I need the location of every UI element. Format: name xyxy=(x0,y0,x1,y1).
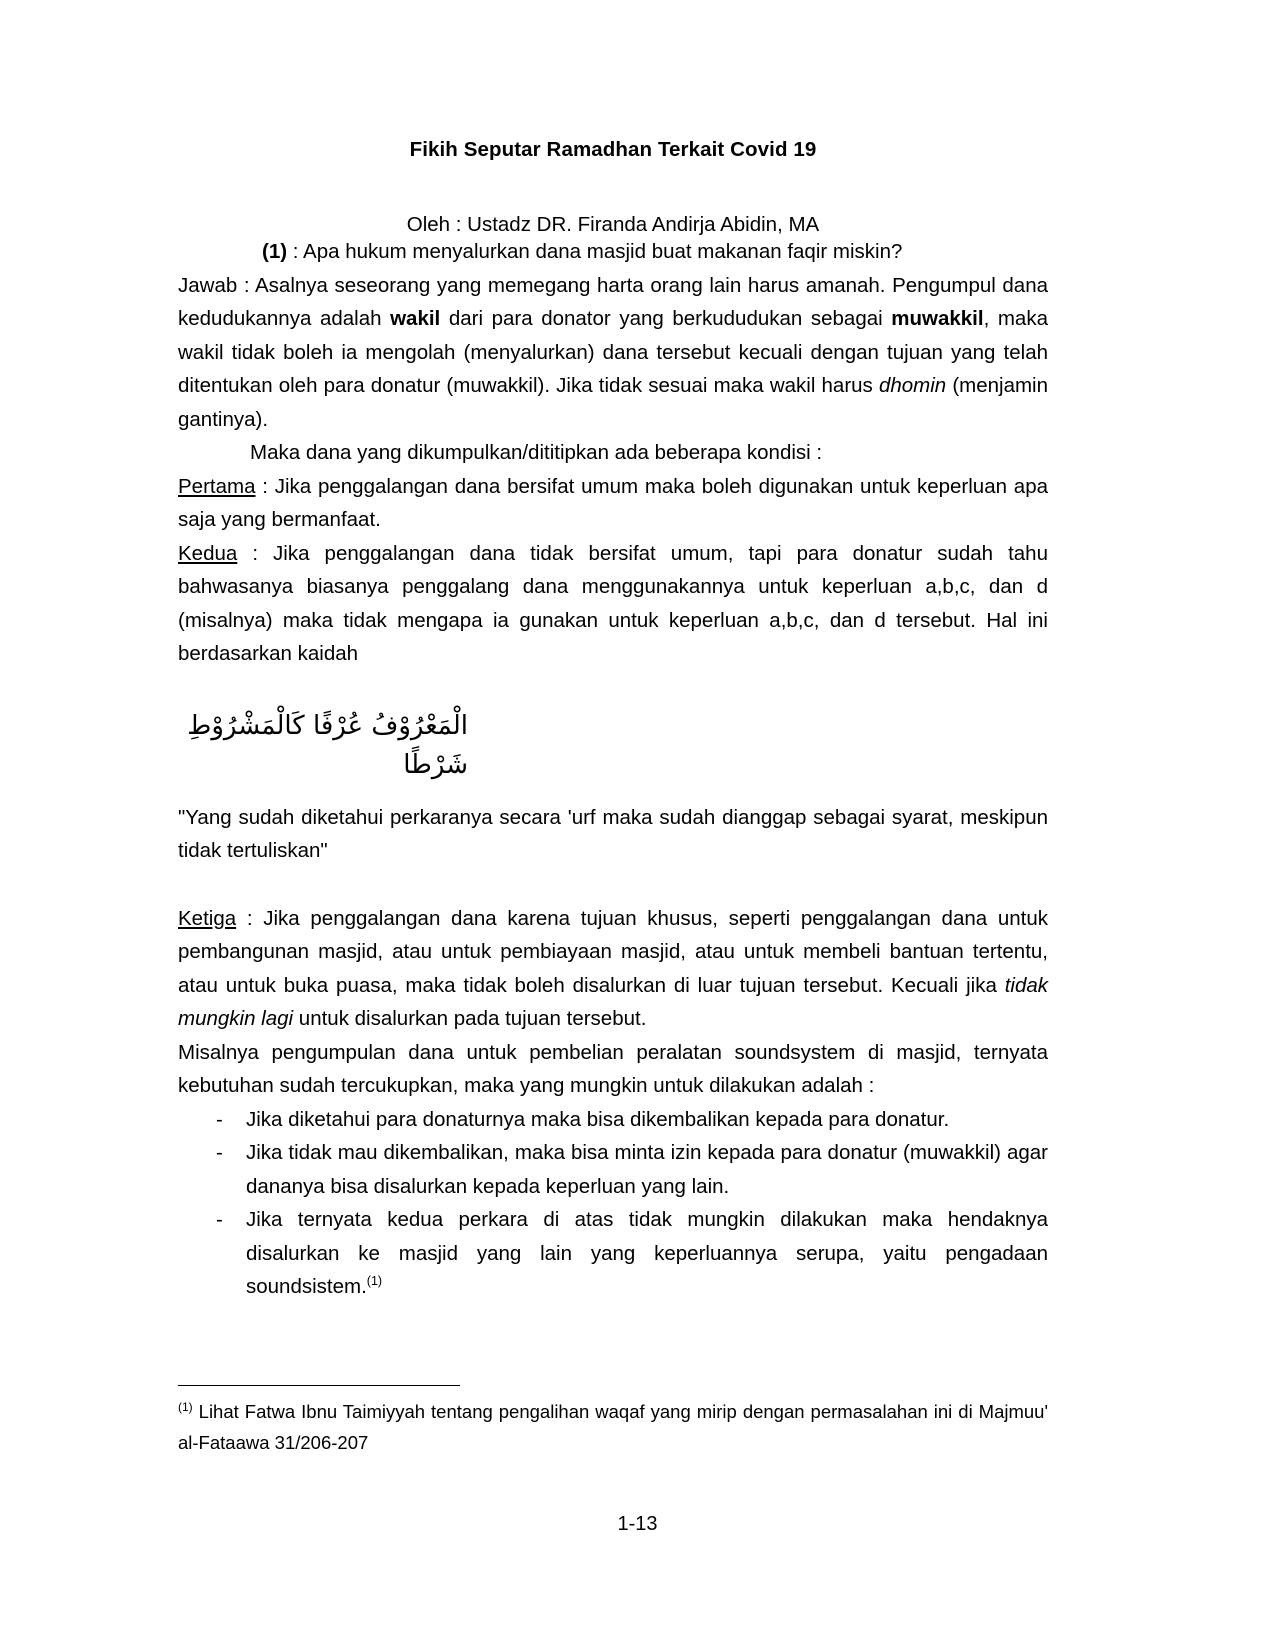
condition-first-label: Pertama xyxy=(178,474,256,498)
conditions-intro-paragraph xyxy=(178,436,1048,470)
condition-first-paragraph xyxy=(178,470,1048,537)
condition-third-italic: tidak mungkin lagi xyxy=(178,973,1048,1030)
arabic-translation-paragraph: "Yang sudah diketahui perkaranya secara 'urf maka sudah dianggap sebagai syarat, meskipun tidak tertuliskan" xyxy=(178,805,1048,862)
condition-second-label: Kedua xyxy=(178,541,238,565)
page-title: Fikih Seputar Ramadhan Terkait Covid 19 xyxy=(409,138,817,161)
byline: Oleh : Ustadz DR. Firanda Andirja Abidin, MA xyxy=(406,212,820,236)
answer-part-4: (menjamin gantinya). xyxy=(178,374,1049,431)
answer-part-3: , maka wakil tidak boleh ia mengolah (menyalurkan) dana tersebut kecuali dengan tujuan yang telah ditentukan oleh para donatur (muwakkil). Jika tidak sesuai maka wakil harus xyxy=(178,307,1048,397)
example-paragraph: Misalnya pengumpulan dana untuk pembelian peralatan soundsystem di masjid, ternyata kebutuhan sudah tercukupkan, maka yang mungkin untuk dilakukan adalah : xyxy=(178,1040,1048,1097)
question-number: (1) xyxy=(262,240,288,263)
options-list xyxy=(178,1103,1048,1304)
answer-part-1: Jawab : Asalnya seseorang yang memegang harta orang lain harus amanah. Pengumpul dana kedudukannya adalah xyxy=(178,273,1048,330)
page-number: 1-13 xyxy=(617,1513,658,1535)
answer-bold-muwakkil: muwakkil xyxy=(891,307,984,330)
list-marker-icon: - xyxy=(216,1141,223,1164)
list-item-text: Jika tidak mau dikembalikan, maka bisa minta izin kepada para donatur (muwakkil) agar dananya bisa disalurkan kepada keperluan yang lain. xyxy=(246,1141,1048,1198)
condition-third-text-b: untuk disalurkan pada tujuan tersebut. xyxy=(293,1007,647,1030)
list-item xyxy=(178,1103,1048,1137)
condition-first-text: : Jika penggalangan dana bersifat umum maka boleh digunakan untuk keperluan apa saja yang bermanfaat. xyxy=(178,474,1048,531)
question-paragraph xyxy=(178,235,1048,269)
list-item-text: Jika diketahui para donaturnya maka bisa dikembalikan kepada para donatur. xyxy=(246,1107,950,1131)
footnote-text xyxy=(178,1396,1048,1458)
footnote-separator xyxy=(178,1385,460,1386)
list-item-text: Jika ternyata kedua perkara di atas tidak mungkin dilakukan maka hendaknya disalurkan ke masjid yang lain yang keperluannya serupa, yaitu pengadaan soundsistem. xyxy=(246,1208,1048,1298)
document-body xyxy=(178,140,1048,1304)
answer-bold-wakil: wakil xyxy=(390,307,441,330)
list-marker-icon: - xyxy=(216,1208,223,1231)
footnote-area xyxy=(178,1385,1048,1458)
question-text: : Apa hukum menyalurkan dana masjid buat makanan faqir miskin? xyxy=(287,240,903,263)
footnote-reference[interactable]: (1) xyxy=(366,1274,383,1289)
answer-italic-dhomin: dhomin xyxy=(878,374,947,397)
arabic-quote-block xyxy=(178,707,1048,785)
condition-third-text-a: : Jika penggalangan dana karena tujuan khusus, seperti penggalangan dana untuk pembangunan masjid, atau untuk pembiayaan masjid, atau untuk membeli bantuan tertentu, atau untuk buka puasa, maka tidak boleh disalurkan di luar tujuan tersebut. Kecuali jika xyxy=(178,906,1048,997)
condition-third-label: Ketiga xyxy=(178,906,237,930)
paragraph-spacer xyxy=(178,868,1048,902)
conditions-intro-text: Maka dana yang dikumpulkan/dititipkan ada beberapa kondisi : xyxy=(250,441,823,464)
footnote-marker: (1) xyxy=(178,1399,193,1414)
list-item xyxy=(178,1136,1048,1203)
list-marker-icon: - xyxy=(216,1107,223,1131)
answer-part-2: dari para donator yang berkududukan sebagai xyxy=(440,307,892,330)
condition-third-paragraph xyxy=(178,902,1048,1036)
footnote-body: Lihat Fatwa Ibnu Taimiyyah tentang pengalihan waqaf yang mirip dengan permasalahan ini di Majmuu' al-Fataawa 31/206-207 xyxy=(178,1401,1048,1453)
condition-second-paragraph xyxy=(178,537,1048,671)
arabic-quote: الْمَعْرُوْفُ عُرْفًا كَالْمَشْرُوْطِ شَرْطًا xyxy=(187,710,468,780)
list-item xyxy=(178,1203,1048,1304)
answer-paragraph xyxy=(178,269,1048,437)
condition-second-text: : Jika penggalangan dana tidak bersifat umum, tapi para donatur sudah tahu bahwasanya biasanya penggalang dana menggunakannya untuk keperluan a,b,c, dan d (misalnya) maka tidak mengapa ia gunakan untuk keperluan a,b,c, dan d tersebut. Hal ini berdasarkan kaidah xyxy=(178,541,1048,665)
